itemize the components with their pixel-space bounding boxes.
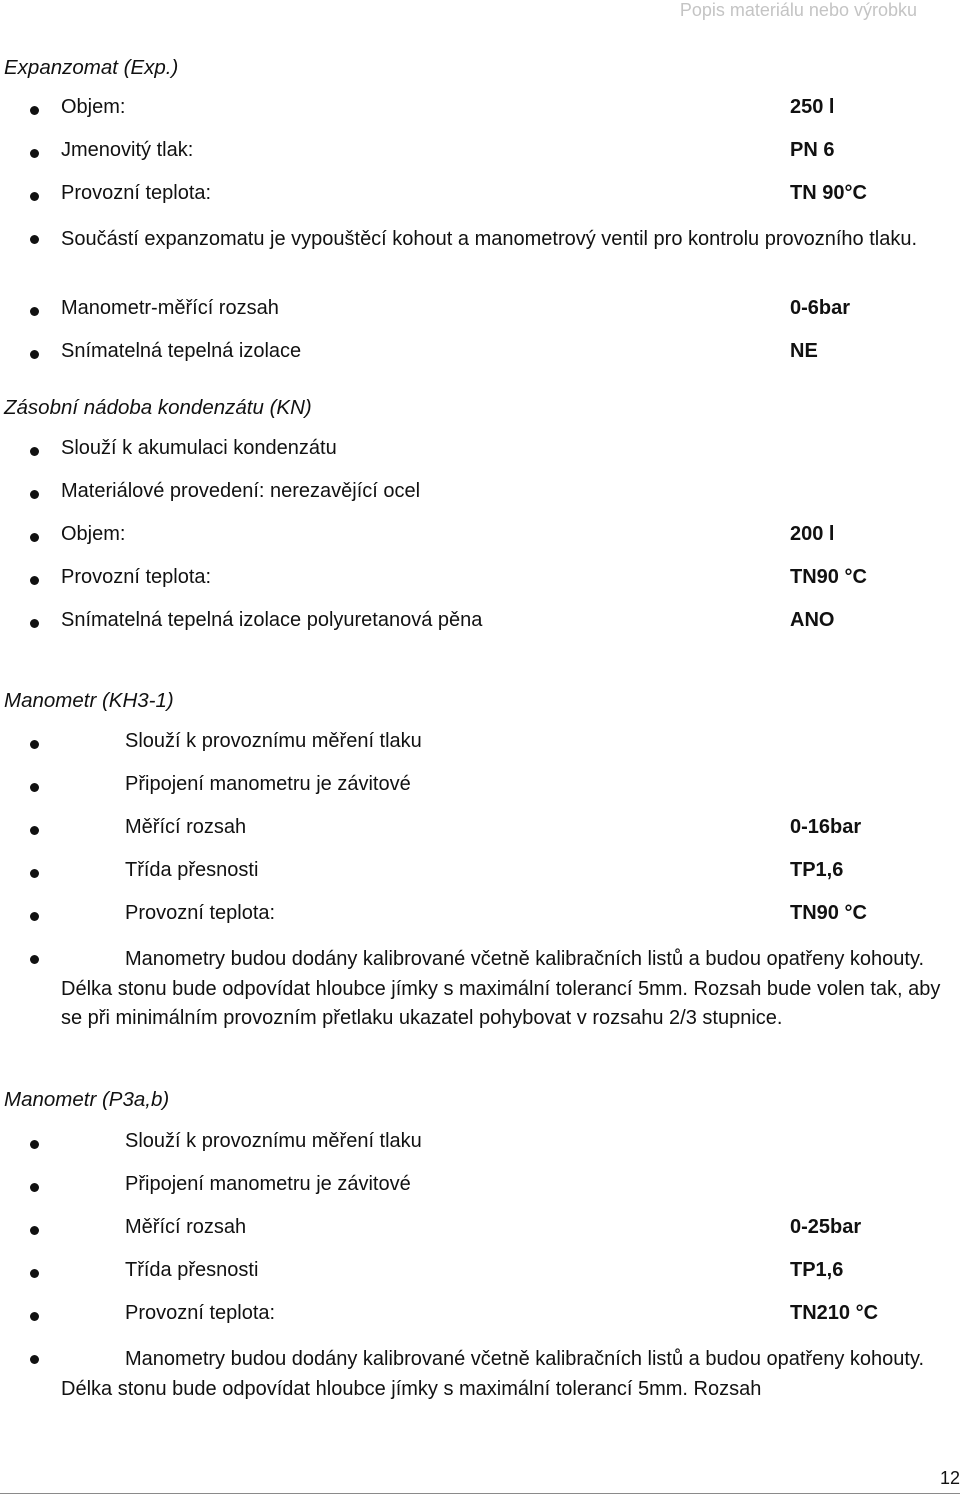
bullet-icon — [30, 1140, 39, 1149]
item-label: Provozní teplota: — [125, 1302, 276, 1324]
list-item — [0, 96, 960, 126]
list-item — [0, 182, 960, 212]
bullet-icon — [30, 740, 39, 749]
list-item — [0, 480, 960, 510]
bullet-icon — [30, 149, 39, 158]
item-label: Měřící rozsah — [125, 816, 247, 838]
bullet-icon — [30, 235, 39, 244]
list-item — [0, 297, 960, 327]
item-label: Objem: — [61, 523, 126, 545]
list-item — [0, 1173, 960, 1203]
item-value: ANO — [790, 609, 835, 631]
list-item — [0, 609, 960, 639]
page-number: 12 — [939, 1468, 960, 1488]
list-item — [0, 859, 960, 889]
bullet-icon — [30, 1226, 39, 1235]
list-item — [0, 566, 960, 596]
item-value: 200 l — [790, 523, 835, 545]
bullet-icon — [30, 1312, 39, 1321]
item-value: TN90 °C — [790, 566, 867, 588]
section-heading-expanzomat: Expanzomat (Exp.) — [4, 56, 179, 79]
bullet-icon — [30, 955, 39, 964]
list-item — [0, 523, 960, 553]
item-paragraph: Součástí expanzomatu je vypouštěcí kohout a manometrový ventil pro kontrolu provozního tlaku. — [61, 228, 918, 250]
bullet-icon — [30, 307, 39, 316]
bullet-icon — [30, 1269, 39, 1278]
item-value: TN210 °C — [790, 1302, 879, 1324]
list-item — [0, 340, 960, 370]
item-value: 0-25bar — [790, 1216, 862, 1238]
item-label: Jmenovitý tlak: — [61, 139, 194, 161]
item-value: TN90 °C — [790, 902, 867, 924]
item-label: Materiálové provedení: nerezavějící ocel — [61, 480, 421, 502]
bullet-icon — [30, 912, 39, 921]
list-item — [0, 1216, 960, 1246]
bullet-icon — [30, 533, 39, 542]
item-value: 0-16bar — [790, 816, 862, 838]
bullet-icon — [30, 350, 39, 359]
bullet-icon — [30, 826, 39, 835]
list-item — [0, 1302, 960, 1332]
item-label: Slouží k provoznímu měření tlaku — [125, 730, 422, 752]
list-item — [0, 816, 960, 846]
item-value: TP1,6 — [790, 1259, 844, 1281]
paragraph-text: Manometry budou dodány kalibrované včetně kalibračních listů a budou opatřeny kohouty. Délka stonu bude odpovídat hloubce jímky s maximální tolerancí 5mm. Rozsah — [61, 1348, 925, 1400]
bullet-icon — [30, 447, 39, 456]
running-header: Popis materiálu nebo výrobku — [679, 0, 917, 20]
list-item — [0, 902, 960, 932]
item-paragraph — [61, 945, 951, 1034]
bullet-icon — [30, 1355, 39, 1364]
item-label: Snímatelná tepelná izolace — [61, 340, 302, 362]
list-item — [0, 437, 960, 467]
item-label: Snímatelná tepelná izolace polyuretanová pěna — [61, 609, 483, 631]
item-label: Provozní teplota: — [61, 566, 212, 588]
bullet-icon — [30, 106, 39, 115]
item-paragraph — [61, 1345, 951, 1404]
item-label: Slouží k akumulaci kondenzátu — [61, 437, 337, 459]
item-label: Provozní teplota: — [61, 182, 212, 204]
bullet-icon — [30, 576, 39, 585]
item-label: Třída přesnosti — [125, 1259, 259, 1281]
bullet-icon — [30, 192, 39, 201]
section-heading-kondenzat: Zásobní nádoba kondenzátu (KN) — [4, 396, 312, 419]
bullet-icon — [30, 490, 39, 499]
item-label: Třída přesnosti — [125, 859, 259, 881]
section-heading-manometr-kh3: Manometr (KH3-1) — [4, 689, 174, 712]
list-item — [0, 1259, 960, 1289]
item-value: NE — [790, 340, 818, 362]
footer-divider — [0, 1493, 960, 1494]
bullet-icon — [30, 619, 39, 628]
item-value: PN 6 — [790, 139, 835, 161]
list-item — [0, 773, 960, 803]
item-value: 250 l — [790, 96, 835, 118]
item-label: Připojení manometru je závitové — [125, 773, 411, 795]
item-label: Provozní teplota: — [125, 902, 276, 924]
list-item — [0, 730, 960, 760]
bullet-icon — [30, 869, 39, 878]
bullet-icon — [30, 783, 39, 792]
item-label: Objem: — [61, 96, 126, 118]
paragraph-text: Manometry budou dodány kalibrované včetně kalibračních listů a budou opatřeny kohouty. Délka stonu bude odpovídat hloubce jímky s maximální tolerancí 5mm. Rozsah bude volen tak, aby se při minimálním provozním přetlaku ukazatel pohybovat v rozsahu 2/3 stupnice. — [61, 948, 941, 1029]
item-value: 0-6bar — [790, 297, 851, 319]
item-label: Manometr-měřící rozsah — [61, 297, 279, 319]
item-value: TP1,6 — [790, 859, 844, 881]
item-label: Měřící rozsah — [125, 1216, 247, 1238]
list-item — [0, 139, 960, 169]
item-label: Připojení manometru je závitové — [125, 1173, 411, 1195]
item-label: Slouží k provoznímu měření tlaku — [125, 1130, 422, 1152]
item-value: TN 90°C — [790, 182, 867, 204]
list-item — [0, 1130, 960, 1160]
bullet-icon — [30, 1183, 39, 1192]
section-heading-manometr-p3: Manometr (P3a,b) — [4, 1088, 170, 1111]
